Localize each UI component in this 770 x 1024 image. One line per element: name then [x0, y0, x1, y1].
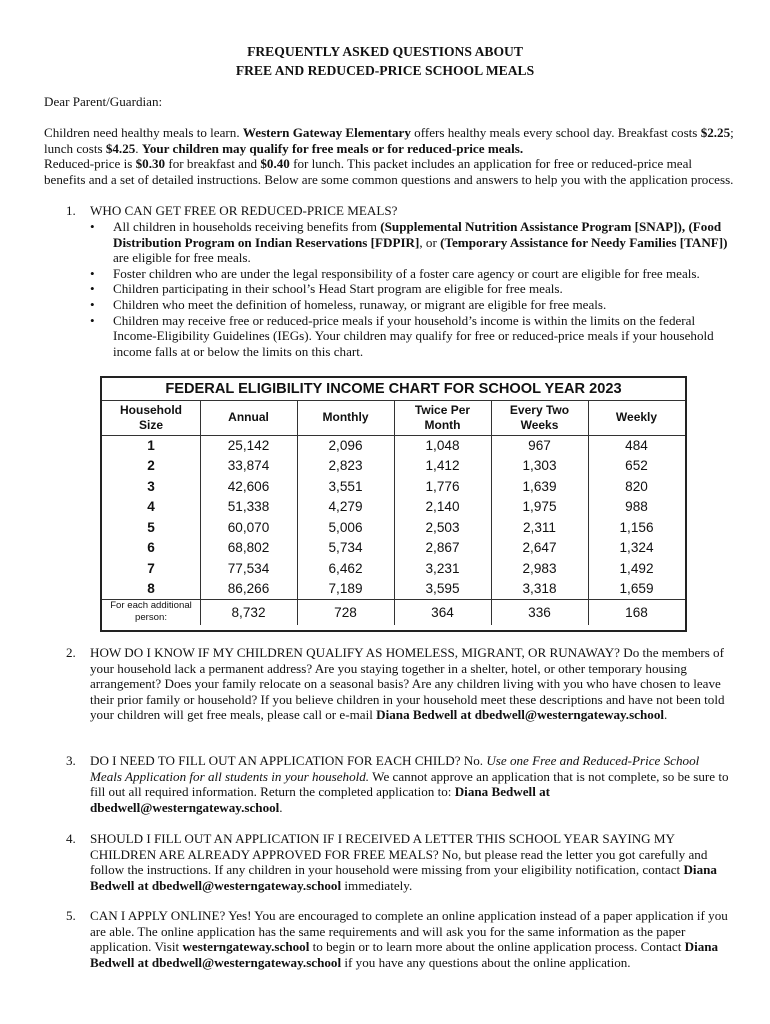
- list-item: • All children in households receiving benefits from (Supplemental Nutrition Assistance Program [SNAP]), (Food Distribution Program on Indian Reservations [FDPIR], or (Temporary Assistance for Needy Families [TANF]) are eligible for free meals.: [90, 219, 728, 266]
- income-value-cell: 4,279: [328, 499, 363, 515]
- additional-person-value: 728: [334, 604, 357, 620]
- income-value-cell: 652: [625, 458, 648, 474]
- income-value-cell: 2,983: [522, 560, 557, 576]
- income-value-cell: 1,412: [425, 458, 460, 474]
- table-header-cell: Twice Per Month: [414, 402, 471, 432]
- income-value-cell: 42,606: [227, 478, 270, 494]
- income-value-cell: 1,048: [425, 437, 460, 453]
- question-text: WHO CAN GET FREE OR REDUCED-PRICE MEALS?: [90, 203, 398, 218]
- additional-person-label: For each additional person:: [110, 600, 192, 623]
- question-text: CAN I APPLY ONLINE? Yes! You are encouraged to complete an online application instead of a paper application if you are able. The online application has the same requirements and will ask you for the same information as the paper application. Visit westerngateway.school to begin or to learn more about the online application process. Contact Diana Bedwell at dbedwell@westerngateway.school if you have any questions about the online application.: [90, 908, 728, 970]
- intro-paragraph: Children need healthy meals to learn. Western Gateway Elementary offers healthy meals every school day. Breakfast costs $2.25; lunch costs $4.25. Your children may qualify for free meals or for reduced-price meals. Reduced-price is $0.30 for breakfast and $0.40 for lunch. This packet includes an application for free or reduced-price meal benefits and a set of detailed instructions. Below are some common questions and answers to help you with the application process.: [44, 125, 734, 187]
- income-value-cell: 1,303: [522, 458, 557, 474]
- income-eligibility-table: [100, 376, 687, 632]
- table-header-cell: Annual: [228, 410, 269, 424]
- question-number: 2.: [66, 645, 76, 660]
- income-value-cell: 2,311: [522, 519, 556, 535]
- table-header-cell: Monthly: [322, 410, 369, 424]
- household-size-cell: 6: [147, 540, 155, 556]
- question-number: 1.: [66, 203, 76, 218]
- table-title: FEDERAL ELIGIBILITY INCOME CHART FOR SCHOOL YEAR 2023: [165, 381, 622, 397]
- bullet-icon: •: [90, 312, 95, 328]
- income-value-cell: 3,231: [425, 560, 460, 576]
- eligibility-bullet-list: [90, 219, 730, 359]
- income-value-cell: 77,534: [227, 560, 270, 576]
- income-value-cell: 1,156: [619, 519, 654, 535]
- income-value-cell: 2,140: [425, 499, 460, 515]
- income-value-cell: 5,734: [328, 540, 363, 556]
- contact-info: Diana Bedwell at dbedwell@westerngateway.school: [376, 707, 665, 723]
- income-value-cell: 7,189: [328, 581, 363, 597]
- income-value-cell: 68,802: [227, 540, 270, 556]
- table-header-cell: Weekly: [615, 410, 658, 424]
- additional-person-value: 8,732: [231, 604, 266, 620]
- income-value-cell: 1,659: [619, 581, 654, 597]
- list-item: • Children may receive free or reduced-price meals if your household’s income is within the limits on the federal Income-Eligibility Guidelines (IEGs). Your children may qualify for free or reduced-price meals if your household income falls at or below the limits on this chart.: [90, 312, 714, 359]
- income-value-cell: 25,142: [227, 437, 270, 453]
- household-size-cell: 1: [147, 437, 155, 453]
- qualify-statement: Your children may qualify for free meals or for reduced-price meals.: [141, 140, 524, 156]
- page-title-line-1: FREQUENTLY ASKED QUESTIONS ABOUT: [247, 44, 523, 59]
- household-size-cell: 3: [147, 478, 155, 494]
- bullet-icon: •: [90, 219, 95, 234]
- bullet-icon: •: [90, 281, 95, 297]
- income-value-cell: 1,639: [522, 478, 557, 494]
- income-value-cell: 988: [625, 499, 648, 515]
- reduced-lunch-cost: $0.40: [260, 156, 290, 172]
- income-value-cell: 60,070: [227, 519, 270, 535]
- income-value-cell: 2,503: [425, 519, 460, 535]
- income-value-cell: 484: [625, 437, 648, 453]
- bullet-icon: •: [90, 265, 95, 281]
- list-item: • Foster children who are under the legal responsibility of a foster care agency or court are eligible for free meals.: [90, 265, 700, 281]
- breakfast-cost: $2.25: [700, 125, 731, 140]
- income-value-cell: 3,551: [328, 478, 363, 494]
- income-value-cell: 51,338: [227, 499, 270, 515]
- household-size-cell: 8: [147, 581, 155, 597]
- income-value-cell: 2,647: [522, 540, 557, 556]
- question-number: 3.: [66, 753, 76, 768]
- household-size-cell: 4: [147, 499, 155, 515]
- table-header-cell: Every Two Weeks: [509, 402, 570, 432]
- income-value-cell: 5,006: [328, 519, 363, 535]
- website-link: westerngateway.school: [182, 939, 310, 955]
- household-size-cell: 7: [147, 560, 155, 576]
- question-number: 4.: [66, 831, 76, 846]
- household-size-cell: 2: [147, 458, 155, 474]
- additional-person-value: 336: [528, 604, 551, 620]
- income-value-cell: 2,096: [328, 437, 363, 453]
- school-name: Western Gateway Elementary: [242, 125, 411, 140]
- income-value-cell: 33,874: [227, 458, 270, 474]
- contact-info: Diana Bedwell at dbedwell@westerngateway.school: [90, 939, 719, 970]
- income-value-cell: 2,823: [328, 458, 363, 474]
- question-text: HOW DO I KNOW IF MY CHILDREN QUALIFY AS HOMELESS, MIGRANT, OR RUNAWAY? Do the members of your household lack a permanent address? Are you staying together in a shelter, hotel, or other temporary housing arrangement? Does your family relocate on a seasonal basis? Are any children living with you who have chosen to leave their prior family or household? If you believe children in your household meet these descriptions and have not been told your children will get free meals, please call or e-mail Diana Bedwell at dbedwell@westerngateway.school.: [90, 645, 725, 723]
- income-value-cell: 820: [625, 478, 648, 494]
- page-title-line-2: FREE AND REDUCED-PRICE SCHOOL MEALS: [235, 63, 535, 78]
- income-value-cell: 86,266: [227, 581, 270, 597]
- question-number: 5.: [66, 908, 76, 923]
- table-header-cell: Household Size: [120, 402, 182, 432]
- question-text: DO I NEED TO FILL OUT AN APPLICATION FOR EACH CHILD? No. Use one Free and Reduced-Price School Meals Application for all students in your household. We cannot approve an application that is not complete, so be sure to fill out all required information. Return the completed application to: Diana Bedwell at dbedwell@westerngateway.school.: [90, 753, 729, 815]
- income-value-cell: 1,324: [619, 540, 654, 556]
- income-value-cell: 3,595: [425, 581, 460, 597]
- question-text: SHOULD I FILL OUT AN APPLICATION IF I RECEIVED A LETTER THIS SCHOOL YEAR SAYING MY CHILDREN ARE ALREADY APPROVED FOR FREE MEALS? No, but please read the letter you got carefully and follow the instructions. If any children in your household were missing from your eligibility notification, contact Diana Bedwell at dbedwell@westerngateway.school immediately.: [90, 831, 717, 893]
- income-value-cell: 1,975: [522, 499, 557, 515]
- income-value-cell: 1,492: [619, 560, 654, 576]
- income-value-cell: 6,462: [328, 560, 363, 576]
- additional-person-value: 168: [625, 604, 648, 620]
- household-size-cell: 5: [147, 519, 155, 535]
- list-item: • Children participating in their school’s Head Start program are eligible for free meals.: [90, 281, 563, 297]
- contact-info: Diana Bedwell at dbedwell@westerngateway.school: [90, 784, 551, 815]
- additional-person-value: 364: [431, 604, 454, 620]
- income-value-cell: 967: [528, 437, 551, 453]
- reduced-breakfast-cost: $0.30: [135, 156, 166, 172]
- list-item: • Children who meet the definition of homeless, runaway, or migrant are eligible for free meals.: [90, 296, 607, 312]
- income-value-cell: 1,776: [425, 478, 460, 494]
- bullet-icon: •: [90, 296, 95, 312]
- income-value-cell: 2,867: [425, 540, 460, 556]
- greeting: Dear Parent/Guardian:: [44, 94, 163, 109]
- income-value-cell: 3,318: [522, 581, 557, 597]
- contact-info: Diana Bedwell at dbedwell@westerngateway.school: [90, 862, 717, 893]
- lunch-cost: $4.25: [105, 140, 136, 156]
